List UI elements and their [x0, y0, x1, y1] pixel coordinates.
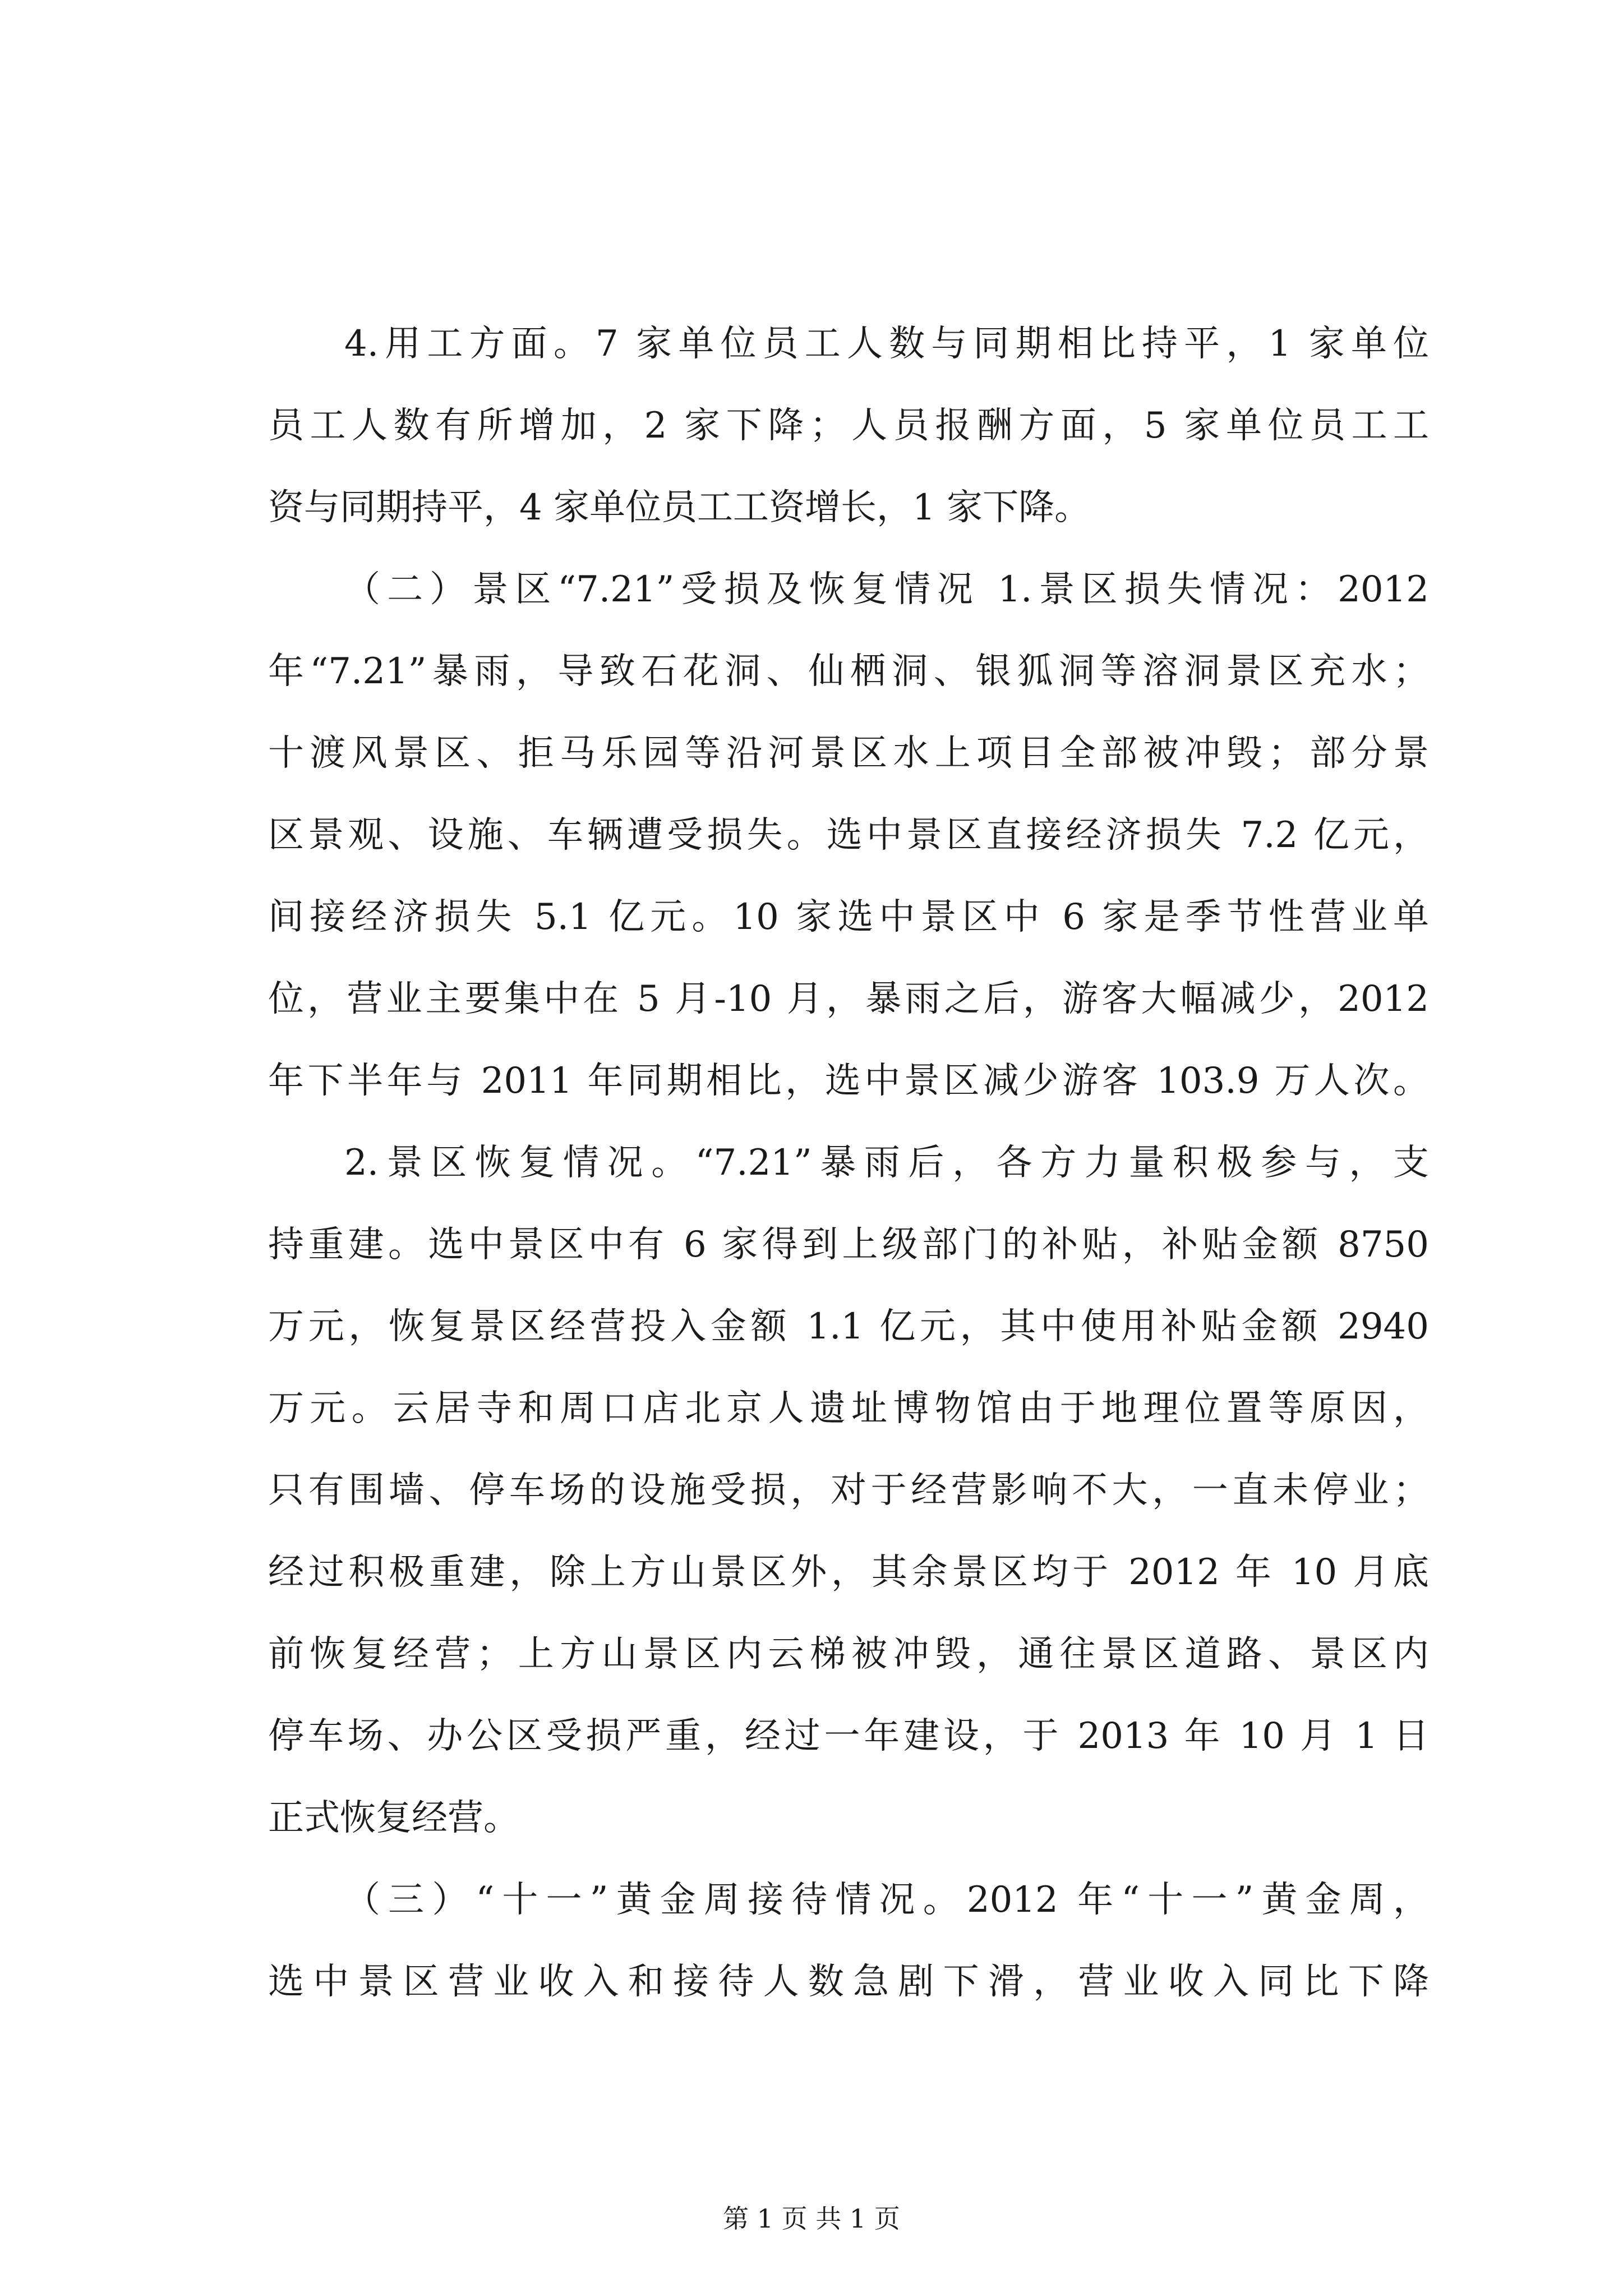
paragraph-line: 停车场、办公区受损严重，经过一年建设，于 2013 年 10 月 1 日: [268, 1715, 1429, 1757]
paragraph-line: 年下半年与 2011 年同期相比，选中景区减少游客 103.9 万人次。: [268, 1060, 1429, 1102]
paragraph-line: 十渡风景区、拒马乐园等沿河景区水上项目全部被冲毁；部分景: [268, 733, 1429, 774]
paragraph-line: 万元，恢复景区经营投入金额 1.1 亿元，其中使用补贴金额 2940: [268, 1306, 1429, 1347]
paragraph-line: 前恢复经营；上方山景区内云梯被冲毁，通往景区道路、景区内: [268, 1634, 1429, 1675]
paragraph-line: 资与同期持平，4 家单位员工工资增长，1 家下降。: [268, 487, 1091, 528]
paragraph-line: 只有围墙、停车场的设施受损，对于经营影响不大，一直未停业；: [268, 1470, 1429, 1511]
paragraph-line: （三）“十一”黄金周接待情况。2012 年“十一”黄金周，: [344, 1879, 1429, 1921]
paragraph-line: （二）景区“7.21”受损及恢复情况 1.景区损失情况：2012: [344, 569, 1429, 610]
paragraph-line: 正式恢复经营。: [268, 1797, 519, 1839]
paragraph-line: 经过积极重建，除上方山景区外，其余景区均于 2012 年 10 月底: [268, 1552, 1429, 1593]
paragraph-line: 持重建。选中景区中有 6 家得到上级部门的补贴，补贴金额 8750: [268, 1224, 1429, 1266]
paragraph-line: 2.景区恢复情况。“7.21”暴雨后，各方力量积极参与，支: [344, 1142, 1429, 1184]
document-body: [268, 303, 1429, 2023]
paragraph-line: 间接经济损失 5.1 亿元。10 家选中景区中 6 家是季节性营业单: [268, 896, 1429, 938]
paragraph-line: 4.用工方面。7 家单位员工人数与同期相比持平，1 家单位: [344, 323, 1429, 365]
paragraph-line: 位，营业主要集中在 5 月-10 月，暴雨之后，游客大幅减少，2012: [268, 978, 1429, 1020]
paragraph-line: 区景观、设施、车辆遭受损失。选中景区直接经济损失 7.2 亿元，: [268, 815, 1429, 856]
page-number-footer: 第 1 页 共 1 页: [723, 2203, 900, 2234]
paragraph-line: 万元。云居寺和周口店北京人遗址博物馆由于地理位置等原因，: [268, 1388, 1429, 1429]
paragraph-line: 选中景区营业收入和接待人数急剧下滑，营业收入同比下降: [268, 1961, 1429, 2003]
paragraph-line: 员工人数有所增加，2 家下降；人员报酬方面，5 家单位员工工: [268, 405, 1429, 447]
paragraph-line: 年“7.21”暴雨，导致石花洞、仙栖洞、银狐洞等溶洞景区充水；: [268, 651, 1429, 692]
